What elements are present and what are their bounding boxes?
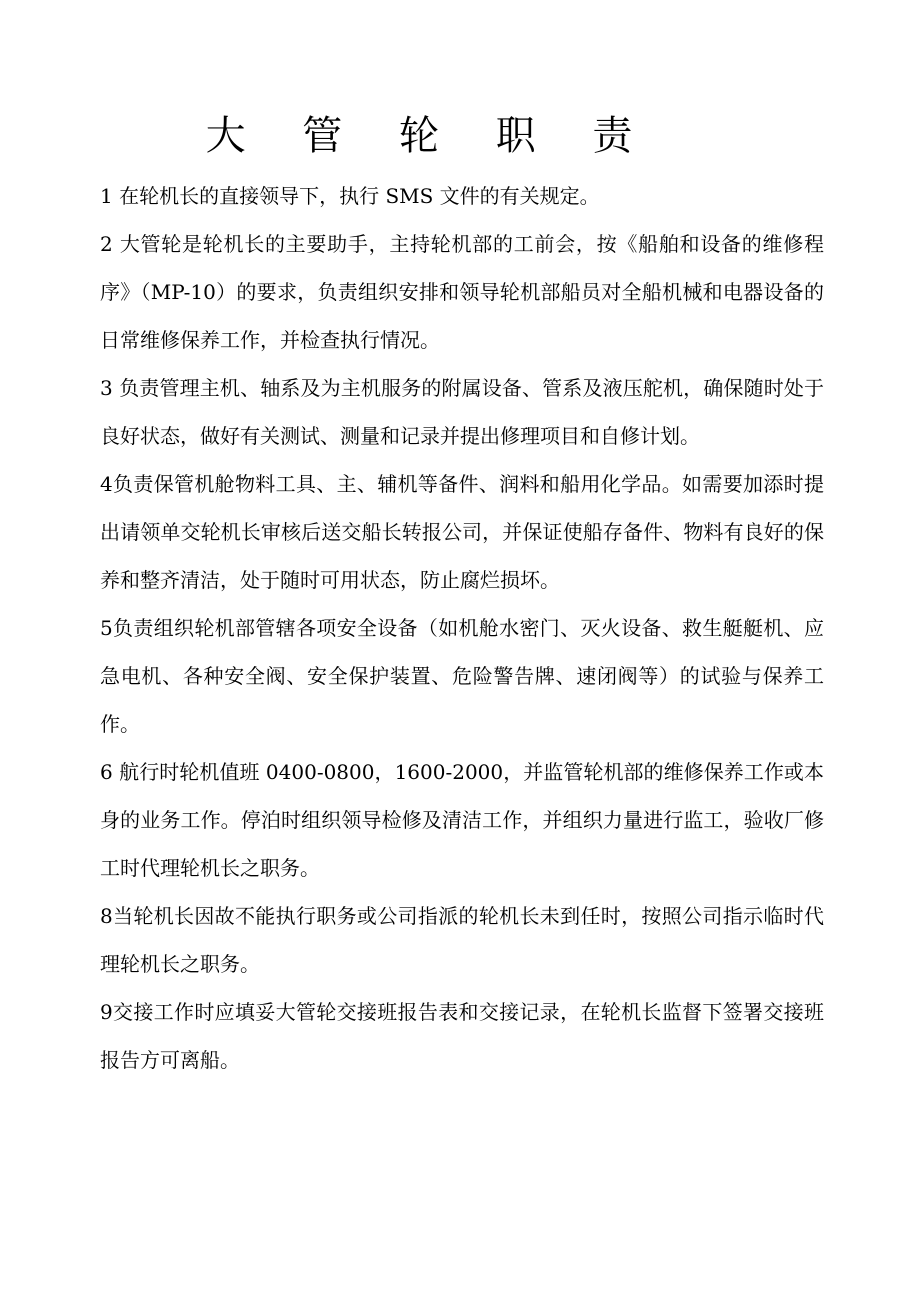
duty-item-1: 1 在轮机长的直接领导下，执行 SMS 文件的有关规定。: [100, 184, 600, 208]
duty-item-3: 3 负责管理主机、轴系及为主机服务的附属设备、管系及液压舵机，确保随时处于良好状态，做好有关测试、测量和记录并提出修理项目和自修计划。: [100, 376, 824, 448]
document-body: [100, 172, 824, 1084]
duty-item-6: 6 航行时轮机值班 0400-0800，1600-2000，并监管轮机部的维修保养工作或本身的业务工作。停泊时组织领导检修及清洁工作，并组织力量进行监工，验收厂修工时代理轮机长之职务。: [100, 760, 824, 880]
duty-item-9: 9交接工作时应填妥大管轮交接班报告表和交接记录，在轮机长监督下签署交接班报告方可离船。: [100, 1000, 824, 1072]
duty-item-5: 5负责组织轮机部管辖各项安全设备（如机舱水密门、灭火设备、救生艇艇机、应急电机、各种安全阀、安全保护装置、危险警告牌、速闭阀等）的试验与保养工作。: [100, 616, 824, 736]
duty-item-8: 8当轮机长因故不能执行职务或公司指派的轮机长未到任时，按照公司指示临时代理轮机长之职务。: [100, 904, 824, 976]
document-title: 大 管 轮 职 责: [205, 113, 655, 159]
duty-item-4: 4负责保管机舱物料工具、主、辅机等备件、润料和船用化学品。如需要加添时提出请领单交轮机长审核后送交船长转报公司，并保证使船存备件、物料有良好的保养和整齐清洁，处于随时可用状态，防止腐烂损坏。: [100, 472, 824, 592]
duty-item-2: 2 大管轮是轮机长的主要助手，主持轮机部的工前会，按《船舶和设备的维修程序》（MP-10）的要求，负责组织安排和领导轮机部船员对全船机械和电器设备的日常维修保养工作，并检查执行情况。: [100, 232, 824, 352]
